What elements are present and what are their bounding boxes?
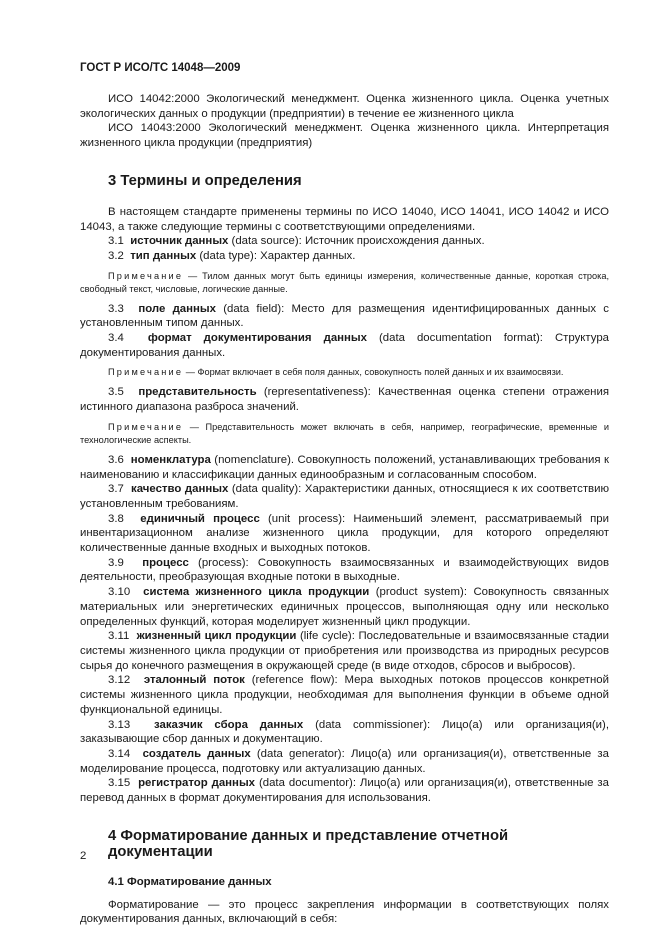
subsection-4-1-title: 4.1 Форматирование данных	[108, 875, 272, 888]
term-3-8: 3.8 единичный процесс (unit process): Наименьший элемент, рассматриваемый при инвентаризационном анализе жизненного цикла продукции, для которого определяют количественные данные входных и выходных потоков.	[80, 512, 609, 555]
document-body	[80, 92, 609, 927]
section-3-title: 3 Термины и определения	[108, 172, 302, 189]
section-4-1-paragraph: Форматирование — это процесс закрепления информации в соответствующих полях документирования данных, включающий в себя:	[80, 898, 609, 926]
note-representativeness: Примечание — Представительность может включать в себя, например, географические, временные и технологические аспекты.	[80, 421, 609, 445]
term-3-10: 3.10 система жизненного цикла продукции (product system): Совокупность связанных материальных или энергетических единичных процессов, выполняющая одну или несколько определенных функций, которая моделирует жизненный цикл продукции.	[80, 586, 609, 628]
term-3-6: 3.6 номенклатура (nomenclature). Совокупность положений, устанавливающих требования к наименованию и классификации данных единообразным и согласованным способом.	[80, 453, 609, 481]
term-3-4: 3.4 формат документирования данных (data documentation format): Структура документирования данных.	[80, 332, 609, 359]
term-3-13: 3.13 заказчик сбора данных (data commissioner): Лицо(а) или организация(и), заказывающие сбор данных и документацию.	[80, 718, 609, 746]
term-3-7: 3.7 качество данных (data quality): Характеристики данных, относящиеся к их соответствию установленным требованиям.	[80, 483, 609, 510]
term-3-5: 3.5 представительность (representativeness): Качественная оценка степени отражения истинного диапазона разброса значений.	[80, 386, 609, 414]
term-3-2: 3.2 тип данных (data type): Характер данных.	[108, 249, 356, 262]
term-3-1: 3.1 источник данных (data source): Источник происхождения данных.	[108, 235, 485, 248]
term-3-9: 3.9 процесс (process): Совокупность взаимосвязанных и взаимодействующих видов деятельности, преобразующая входные потоки в выходные.	[80, 556, 609, 584]
section-3-intro: В настоящем стандарте применены термины по ИСО 14040, ИСО 14041, ИСО 14042 и ИСО 14043, а также следующие термины с соответствующими определениями.	[80, 205, 609, 233]
page-number: 2	[80, 850, 87, 862]
term-3-12: 3.12 эталонный поток (reference flow): Мера выходных потоков процессов конкретной системы жизненного цикла продукции, необходимая для выполнения функции в объеме одной функциональной единицы.	[80, 674, 609, 716]
term-3-15: 3.15 регистратор данных (data documentor): Лицо(а) или организация(и), ответственные за перевод данных в формат документирования для использования.	[80, 777, 609, 805]
reference-iso-14043: ИСО 14043:2000 Экологический менеджмент. Оценка жизненного цикла. Интерпретация жизненного цикла продукции (предприятия)	[80, 122, 609, 150]
section-4-title: 4 Форматирование данных и представление отчетной документации	[108, 827, 509, 860]
note-data-type: Примечание — Тилом данных могут быть единицы измерения, количественные данные, короткая строка, свободный текст, числовые, логические данные.	[80, 270, 609, 294]
document-header: ГОСТ Р ИСО/ТС 14048—2009	[80, 62, 241, 74]
term-3-11: 3.11 жизненный цикл продукции (life cycle): Последовательные и взаимосвязанные стадии системы жизненного цикла продукции от приобретения или производства из природных ресурсов сырья до конечного размещения в окружающей среде (в виде отходов, сбросов и выбросов).	[80, 630, 609, 672]
term-3-14: 3.14 создатель данных (data generator): Лицо(а) или организация(и), ответственные за моделирование процесса, подготовку или актуализацию данных.	[80, 747, 609, 775]
term-3-3: 3.3 поле данных (data field): Место для размещения идентифицированных данных с установленным типом данных.	[80, 302, 609, 330]
note-format: Примечание — Формат включает в себя поля данных, совокупность полей данных и их взаимосвязи.	[108, 367, 564, 378]
reference-iso-14042: ИСО 14042:2000 Экологический менеджмент. Оценка жизненного цикла. Оценка учетных экологических данных о продукции (предприятии) в течение ее жизненного цикла	[80, 93, 609, 120]
